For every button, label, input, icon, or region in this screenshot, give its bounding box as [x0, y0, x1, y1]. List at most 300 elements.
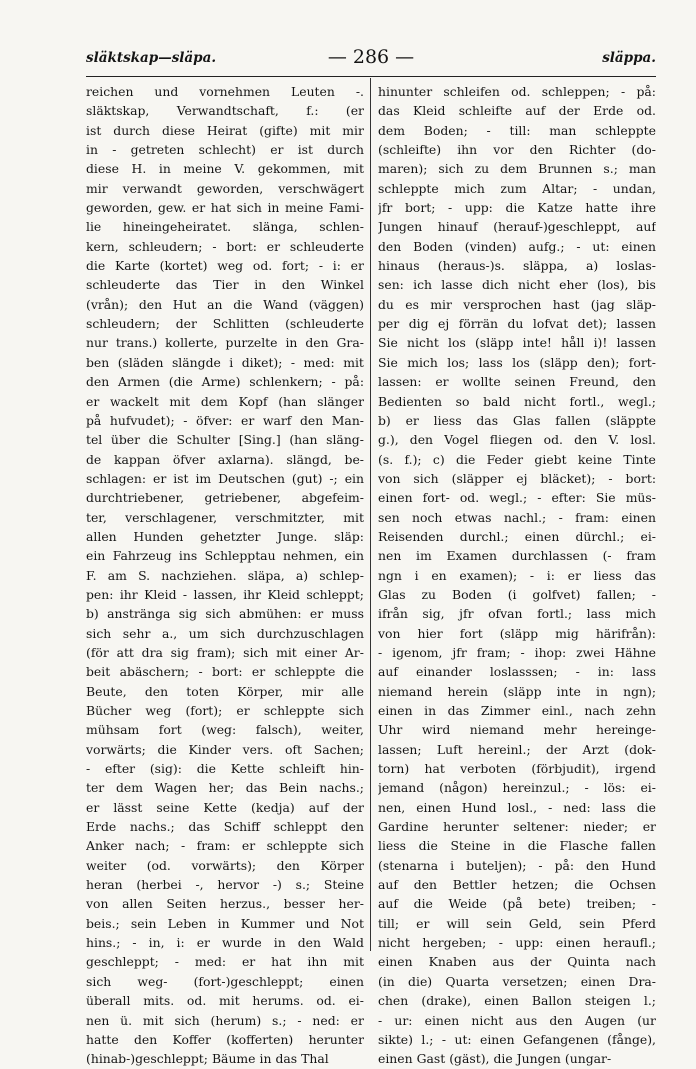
text-line — [86, 546, 364, 565]
text-line — [378, 566, 656, 585]
text-line — [378, 585, 656, 604]
word: bläcket); — [540, 470, 596, 486]
word: du — [507, 316, 524, 332]
word: (i — [507, 586, 517, 602]
word: wegl.; — [618, 393, 656, 409]
word: - — [558, 509, 563, 525]
word: die — [86, 258, 106, 274]
word: heran — [86, 877, 123, 893]
text-line — [378, 140, 656, 159]
word: - — [620, 84, 626, 99]
word: nach — [625, 954, 656, 970]
word: f.); — [404, 451, 422, 467]
word: jemand — [378, 780, 425, 796]
word: diese — [161, 122, 195, 138]
text-line — [86, 333, 364, 352]
word: - — [112, 142, 117, 158]
word: lasse — [441, 277, 473, 293]
word: fort- — [422, 490, 450, 506]
word: ned: — [312, 1012, 340, 1028]
word: nicht — [518, 277, 550, 293]
header-right-keyword: släppa. — [602, 50, 656, 66]
word: vor — [493, 142, 514, 158]
word: hervor — [217, 877, 260, 893]
word: geschleppt; — [86, 954, 159, 970]
text-line — [378, 1049, 656, 1068]
word: H. — [131, 161, 147, 177]
word: be- — [344, 451, 364, 467]
word: wegl.; — [489, 490, 528, 506]
word: (kedja) — [251, 799, 295, 815]
word: Zimmer — [480, 703, 531, 718]
word: - — [448, 200, 453, 216]
word: reichen — [86, 84, 134, 99]
word: schleppt — [273, 819, 328, 835]
word: fram — [626, 548, 656, 564]
word: kappan — [113, 451, 161, 467]
word: herums. — [252, 993, 304, 1009]
word: nicht — [471, 1012, 504, 1028]
word: ihn — [457, 142, 478, 158]
word: od. — [316, 993, 336, 1009]
word: sein — [130, 915, 157, 931]
word: der — [175, 316, 197, 332]
word: schleppte — [263, 703, 325, 718]
word: på: — [636, 84, 656, 99]
word: Tier — [213, 277, 239, 293]
text-line — [86, 392, 364, 411]
word: (på — [502, 896, 523, 912]
word: mit — [343, 161, 364, 177]
word: muss — [331, 606, 364, 622]
word: schlenkern; — [249, 374, 323, 390]
word: (kofferten) — [226, 1031, 294, 1047]
word: anstränga — [107, 606, 171, 622]
word: på: — [344, 374, 364, 390]
word: släp: — [334, 528, 364, 544]
word: s.; — [295, 877, 311, 893]
word: (do- — [631, 142, 656, 158]
text-line — [86, 430, 364, 449]
word: F. — [86, 567, 97, 583]
word: liess — [378, 838, 406, 854]
word: Wald — [333, 935, 364, 951]
word: das — [175, 277, 198, 293]
word: nehmen, — [282, 548, 338, 564]
word: heraufl.; — [603, 935, 656, 951]
word: s.; — [272, 1012, 287, 1028]
word: Luft — [436, 741, 463, 757]
word: hat — [271, 954, 292, 970]
word: öfver: — [195, 412, 233, 428]
word: Schulter — [176, 432, 231, 448]
word: niemand — [469, 722, 525, 738]
word: - — [132, 935, 137, 951]
word: ins — [178, 548, 198, 564]
text-line — [378, 817, 656, 836]
word: Erde — [86, 819, 117, 835]
word: an — [207, 296, 223, 312]
word: Bettler — [452, 877, 497, 893]
word: mich — [454, 180, 485, 196]
word: slängd, — [286, 451, 332, 467]
word: - — [584, 780, 589, 796]
word: (los), — [597, 277, 629, 293]
word: (sig): — [149, 761, 182, 777]
word: (herum) — [210, 1012, 262, 1028]
word: er — [642, 819, 656, 835]
word: mig — [555, 625, 579, 641]
word: etwas — [454, 509, 492, 525]
word: Thal — [301, 1051, 329, 1067]
word: ei- — [348, 993, 364, 1009]
word: herzus., — [220, 896, 271, 912]
word: er — [350, 258, 364, 274]
word: diket); — [241, 354, 283, 370]
word: (gut) — [291, 470, 323, 486]
word: Leben — [167, 915, 207, 931]
word: nicht — [378, 935, 410, 951]
word: ein — [86, 548, 106, 564]
word: fram; — [476, 644, 511, 660]
word: (die — [168, 374, 193, 390]
word: mir — [301, 683, 324, 699]
text-line — [86, 604, 364, 623]
word: los; — [447, 354, 470, 370]
word: die — [413, 896, 433, 912]
word: Körper — [320, 857, 364, 873]
text-line — [86, 624, 364, 643]
word: einl., — [541, 703, 573, 718]
word: -; — [329, 470, 338, 486]
word: ü. — [120, 1012, 133, 1028]
word: hineingeheiratet. — [122, 219, 232, 235]
right-column — [378, 82, 656, 1069]
word: Körper, — [237, 683, 284, 699]
word: hat — [210, 200, 232, 216]
text-line — [378, 759, 656, 778]
word: den — [409, 432, 434, 448]
word: der — [530, 954, 552, 970]
text-line — [86, 488, 364, 507]
word: Kleid — [144, 586, 177, 602]
word: - — [174, 954, 179, 970]
word: einander — [415, 664, 472, 680]
word: fortl., — [569, 393, 605, 409]
word: in — [273, 935, 286, 951]
word: nachs.; — [319, 780, 364, 796]
word: Beute, — [86, 683, 127, 699]
word: zum — [500, 180, 527, 196]
word: - — [183, 412, 188, 428]
text-line — [86, 817, 364, 836]
word: torn) — [378, 761, 410, 777]
word: nen, — [378, 799, 406, 815]
word: schleppte — [266, 838, 328, 854]
word: den — [574, 432, 598, 448]
word: Verwandtschaft, — [176, 103, 279, 119]
word: müs- — [625, 490, 656, 506]
text-line — [378, 411, 656, 430]
word: in — [424, 703, 437, 718]
word: - — [182, 586, 188, 602]
word: die — [456, 451, 476, 467]
word: zwei — [576, 644, 605, 660]
word: f.: — [306, 103, 319, 119]
word: auf — [378, 877, 398, 893]
word: die — [233, 296, 253, 312]
word: - — [297, 1012, 302, 1028]
word: mich — [625, 606, 656, 622]
word: weg — [145, 703, 172, 718]
word: eher — [559, 277, 588, 293]
word: (stenarna — [378, 857, 439, 873]
word: nachs.; — [129, 819, 175, 835]
text-line — [378, 778, 656, 797]
text-line — [378, 836, 656, 855]
word: mühsam — [86, 722, 140, 738]
word: Bücher — [86, 703, 132, 718]
word: (gäst), — [449, 1051, 490, 1067]
text-line — [86, 662, 364, 681]
text-line — [378, 217, 656, 236]
word: mit — [169, 393, 191, 409]
word: man — [628, 161, 656, 177]
word: meine — [284, 200, 324, 216]
word: V. — [234, 161, 246, 177]
word: abgefeim- — [301, 490, 364, 506]
text-line — [378, 740, 656, 759]
word: der — [342, 799, 364, 815]
word: lass — [478, 354, 503, 370]
word: Kleid — [267, 586, 300, 602]
word: pen: — [86, 586, 114, 602]
word: - — [651, 586, 656, 602]
word: Knaben — [428, 954, 477, 970]
word: mit — [343, 354, 364, 370]
word: zehn — [626, 703, 656, 718]
word: Freund, — [569, 374, 619, 390]
word: einen — [378, 703, 413, 718]
text-line — [378, 604, 656, 623]
word: upp: — [464, 200, 493, 216]
word: fram: — [196, 838, 231, 854]
word: das — [245, 780, 268, 796]
text-line — [86, 179, 364, 198]
word: den — [281, 277, 306, 293]
word: - — [651, 896, 656, 912]
word: dem — [378, 122, 406, 138]
word: mit — [309, 122, 331, 138]
word: mit — [142, 1012, 164, 1028]
word: c) — [432, 451, 445, 467]
word: härifrån): — [595, 625, 656, 641]
word: (släden — [117, 354, 164, 370]
word: er — [86, 393, 100, 409]
word: los — [448, 335, 466, 351]
word: Not — [340, 915, 364, 931]
word: - — [378, 644, 383, 660]
word: lofvat — [532, 316, 569, 332]
word: bald — [483, 393, 511, 409]
word: hufvudet); — [109, 412, 175, 428]
word: über — [110, 432, 141, 448]
word: (kortet) — [159, 258, 208, 274]
word: schleuderte — [86, 277, 161, 293]
text-line — [86, 972, 364, 991]
word: - — [486, 122, 491, 138]
word: den — [144, 683, 169, 699]
word: Altar; — [542, 180, 578, 196]
word: mir — [430, 296, 452, 312]
word: Sie — [595, 490, 616, 506]
word: (vinden) — [464, 238, 517, 254]
word: bort: — [226, 238, 257, 254]
text-line — [378, 1011, 656, 1030]
word: mir — [86, 180, 108, 196]
word: Flasche — [559, 838, 609, 854]
word: oft — [284, 741, 302, 757]
word: abäschern; — [119, 664, 190, 680]
word: i — [414, 567, 419, 583]
word: schlecht) — [198, 142, 256, 158]
text-line — [86, 798, 364, 817]
word: en — [431, 567, 447, 583]
text-line — [86, 121, 364, 140]
word: sich — [174, 1012, 200, 1028]
word: Bedienten — [378, 393, 442, 409]
word: Gefangenen — [523, 1031, 599, 1047]
word: lassen: — [378, 374, 422, 390]
word: mir — [342, 122, 364, 138]
word: Schlepptau — [204, 548, 276, 564]
text-line — [86, 856, 364, 875]
word: und — [305, 915, 330, 931]
word: schleudern; — [86, 316, 160, 332]
word: Kette — [230, 761, 265, 777]
word: die — [636, 799, 656, 815]
word: er — [567, 567, 581, 583]
text-line — [378, 256, 656, 275]
word: s.; — [603, 161, 618, 177]
word: in — [86, 142, 98, 158]
word: ofvan — [488, 606, 523, 622]
word: Schiff — [223, 819, 260, 835]
word: Quarta — [445, 973, 490, 989]
word: nachziehen. — [161, 567, 237, 583]
text-line — [86, 991, 364, 1010]
word: in, — [148, 935, 165, 951]
word: er — [196, 935, 210, 951]
text-line — [378, 450, 656, 469]
word: sich — [86, 973, 112, 989]
word: das — [378, 103, 400, 119]
word: (vrån); — [86, 296, 129, 312]
word: einen — [524, 528, 560, 544]
text-line — [86, 701, 364, 720]
word: von — [378, 625, 401, 641]
word: fallen; — [596, 586, 636, 602]
word: Geld, — [528, 915, 562, 931]
word: hereinzul.; — [502, 780, 570, 796]
text-line — [86, 295, 364, 314]
text-line — [378, 682, 656, 701]
word: herunter — [308, 1031, 364, 1047]
column-divider — [370, 78, 371, 951]
word: falsch), — [255, 722, 302, 738]
word: fliegen — [489, 432, 533, 448]
word: die — [148, 432, 168, 448]
word: und — [154, 84, 179, 99]
word: durchlassen — [511, 548, 588, 564]
word: schleudern; — [128, 238, 203, 254]
word: (dok- — [624, 741, 656, 757]
word: Glas — [378, 586, 406, 602]
word: - — [86, 761, 91, 777]
word: b) — [378, 412, 391, 428]
word: den — [299, 412, 324, 428]
word: weiter, — [321, 722, 364, 738]
word: (någon) — [439, 780, 488, 796]
word: er — [350, 1012, 364, 1028]
word: er — [405, 412, 419, 428]
text-line — [86, 894, 364, 913]
text-line — [378, 701, 656, 720]
word: gekommen, — [257, 161, 331, 177]
word: mit — [218, 993, 240, 1009]
word: Ballon — [531, 993, 572, 1009]
word: bis — [637, 277, 656, 293]
word: in — [267, 200, 280, 216]
text-line — [86, 585, 364, 604]
word: fort; — [281, 258, 310, 274]
word: Kummer — [240, 915, 295, 931]
word: - — [529, 567, 535, 583]
word: loslas- — [616, 258, 656, 274]
word: - — [212, 238, 217, 254]
word: l.; — [421, 1031, 434, 1047]
word: bort; — [404, 200, 436, 216]
word: einen — [621, 509, 656, 525]
word: släktskap, — [86, 103, 150, 119]
word: ned: — [563, 799, 591, 815]
word: sein — [579, 915, 605, 931]
word: Seiten — [166, 896, 207, 912]
word: bort: — [212, 664, 243, 680]
word: Kinder — [188, 741, 231, 757]
word: -. — [355, 84, 364, 99]
text-line — [378, 856, 656, 875]
word: ist — [297, 142, 313, 158]
text-line — [378, 914, 656, 933]
word: einen — [378, 1051, 413, 1067]
word: den — [133, 1031, 158, 1047]
word: - — [318, 258, 324, 274]
word: lassen — [616, 316, 656, 332]
word: steigen — [584, 993, 631, 1009]
word: von — [86, 896, 109, 912]
text-line — [86, 643, 364, 662]
word: (ungar- — [564, 1051, 612, 1067]
word: lassen, — [193, 586, 237, 602]
word: od. — [543, 432, 563, 448]
word: (herbei — [136, 877, 182, 893]
text-line — [86, 450, 364, 469]
text-line — [378, 469, 656, 488]
word: einen — [329, 973, 364, 989]
word: Glas — [512, 412, 541, 428]
word: Fahrzeug — [112, 548, 172, 564]
